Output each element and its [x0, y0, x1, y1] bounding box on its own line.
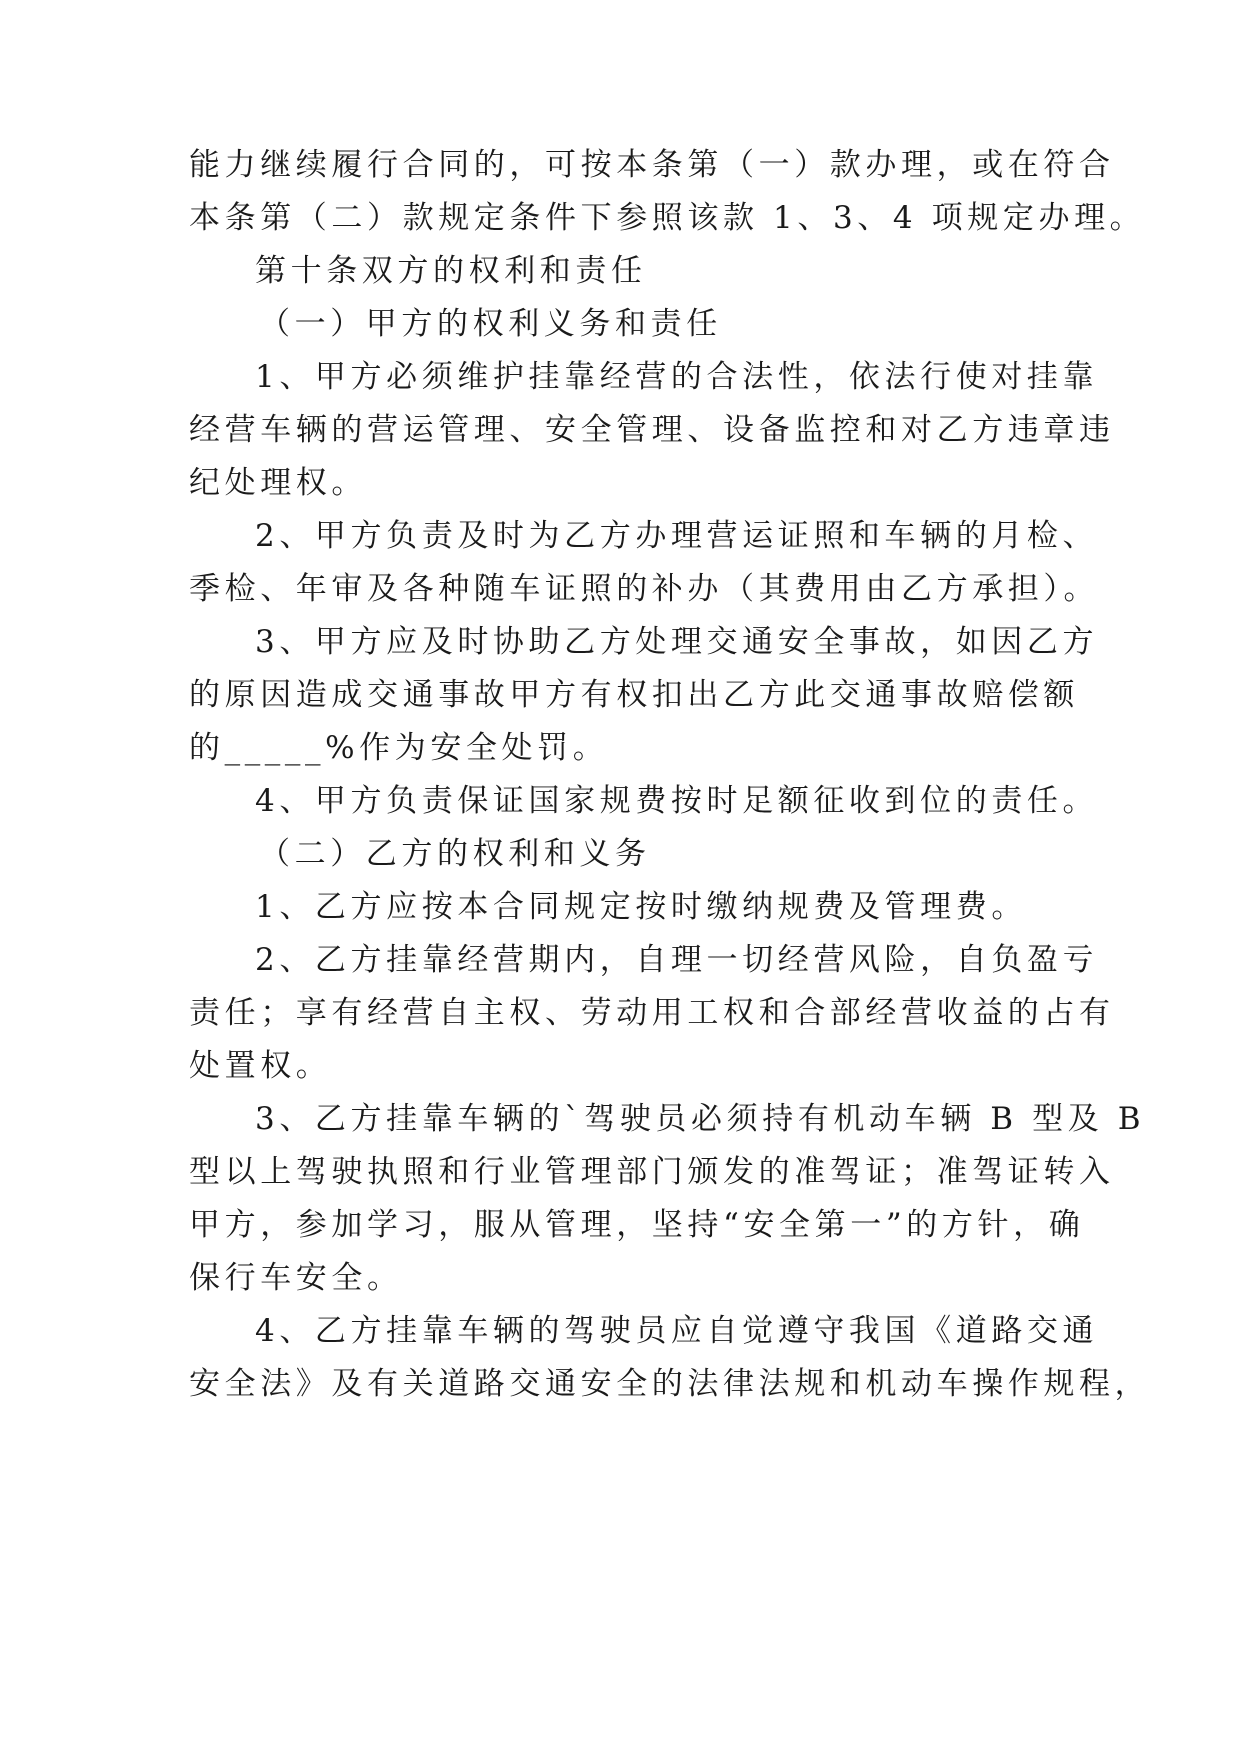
paragraph-line: 本条第（二）款规定条件下参照该款 1、3、4 项规定办理。 — [189, 200, 1146, 236]
paragraph-line: 3、乙方挂靠车辆的`驾驶员必须持有机动车辆 B 型及 B — [255, 1101, 1146, 1137]
paragraph-line: 1、甲方必须维护挂靠经营的合法性，依法行使对挂靠 — [255, 359, 1099, 395]
paragraph-line: 的原因造成交通事故甲方有权扣出乙方此交通事故赔偿额 — [189, 677, 1079, 713]
paragraph-line: 纪处理权。 — [189, 465, 367, 501]
paragraph-line: 能力继续履行合同的，可按本条第（一）款办理，或在符合 — [189, 147, 1115, 183]
paragraph-line: 责任；享有经营自主权、劳动用工权和合部经营收益的占有 — [189, 995, 1115, 1031]
paragraph-line: 经营车辆的营运管理、安全管理、设备监控和对乙方违章违 — [189, 412, 1115, 448]
paragraph-line: 保行车安全。 — [189, 1260, 403, 1296]
paragraph-line: 的_____%作为安全处罚。 — [189, 730, 609, 766]
subsection-heading: （二）乙方的权利和义务 — [259, 836, 651, 872]
paragraph-line: 2、乙方挂靠经营期内，自理一切经营风险，自负盈亏 — [255, 942, 1099, 978]
paragraph-line: 甲方，参加学习，服从管理，坚持“安全第一”的方针，确 — [189, 1207, 1085, 1243]
paragraph-line: 安全法》及有关道路交通安全的法律法规和机动车操作规程， — [189, 1366, 1151, 1402]
paragraph-line: 2、甲方负责及时为乙方办理营运证照和车辆的月检、 — [255, 518, 1099, 554]
paragraph-line: 处置权。 — [189, 1048, 332, 1084]
paragraph-line: 季检、年审及各种随车证照的补办（其费用由乙方承担）。 — [189, 571, 1100, 607]
paragraph-line: 1、乙方应按本合同规定按时缴纳规费及管理费。 — [255, 889, 1027, 925]
paragraph-line: 3、甲方应及时协助乙方处理交通安全事故，如因乙方 — [255, 624, 1099, 660]
section-heading: 第十条双方的权利和责任 — [255, 253, 647, 289]
paragraph-line: 4、甲方负责保证国家规费按时足额征收到位的责任。 — [255, 783, 1099, 819]
paragraph-line: 型以上驾驶执照和行业管理部门颁发的准驾证；准驾证转入 — [189, 1154, 1115, 1190]
paragraph-line: 4、乙方挂靠车辆的驾驶员应自觉遵守我国《道路交通 — [255, 1313, 1099, 1349]
subsection-heading: （一）甲方的权利义务和责任 — [259, 306, 722, 342]
